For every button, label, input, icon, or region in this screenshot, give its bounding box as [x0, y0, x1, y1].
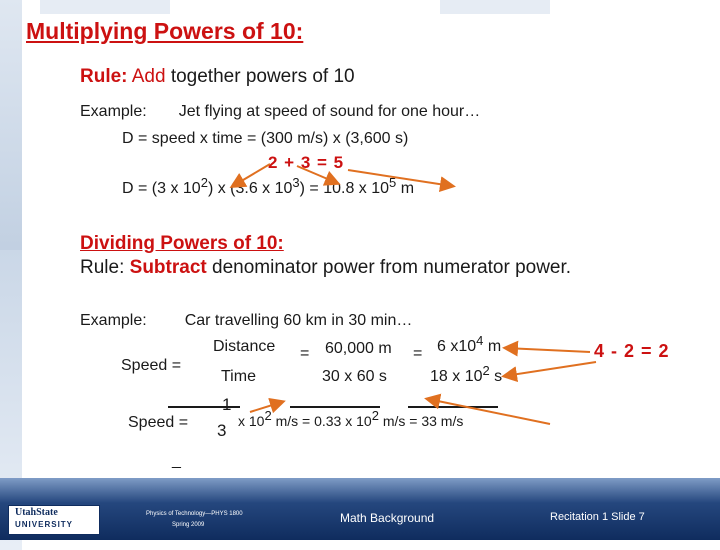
course-term: Spring 2009 — [172, 522, 205, 528]
formula-part: ) x (3.6 x 10 — [207, 180, 293, 197]
exponent: 2 — [371, 408, 379, 423]
footer-bar — [0, 478, 720, 540]
university-logo — [8, 505, 100, 535]
arrow-line — [428, 399, 550, 424]
exponent: 2 — [482, 363, 490, 378]
formula-part: ) = 10.8 x 10 — [299, 180, 390, 197]
divide-title: Dividing Powers of 10: — [80, 233, 284, 254]
rule-keyword: Subtract — [129, 257, 207, 278]
formula-part: D = (3 x 10 — [122, 180, 201, 197]
exponent: 3 — [292, 175, 300, 190]
result-part: x 10 — [238, 413, 265, 429]
exponent: 4 — [476, 333, 484, 348]
exponent: 2 — [264, 408, 272, 423]
fraction-denominator: 30 x 60 s — [322, 368, 387, 385]
exponent: 5 — [389, 175, 397, 190]
den-base: 18 x 10 — [430, 368, 483, 385]
result-denominator: 3 — [217, 421, 227, 440]
rule-text: together powers of 10 — [170, 66, 355, 87]
power-sum: 2 + 3 = 5 — [268, 153, 345, 172]
power-difference: 4 - 2 = 2 — [594, 341, 670, 361]
result-part: m/s = 0.33 x 10 — [271, 413, 372, 429]
result-numerator: 1 — [222, 395, 232, 414]
example-label: Example: — [80, 312, 147, 329]
num-unit: m — [483, 338, 502, 355]
result-part: m/s = 33 m/s — [378, 413, 464, 429]
num-base: 6 x10 — [437, 338, 477, 355]
dash-mark: _ — [172, 452, 181, 469]
example-text: Jet flying at speed of sound for one hour… — [178, 103, 481, 120]
formula-part: m — [396, 180, 415, 197]
den-unit: s — [489, 368, 503, 385]
example-label: Example: — [80, 103, 147, 120]
fraction-numerator: Distance — [213, 338, 276, 355]
page-title: Multiplying Powers of 10: — [26, 18, 304, 44]
distance-formula: D = speed x time = (300 m/s) x (3,600 s) — [122, 130, 409, 147]
arrow-line — [348, 170, 452, 186]
rule-prefix: Rule: — [80, 257, 125, 278]
course-name: Physics of Technology—PHYS 1800 — [146, 511, 243, 517]
fraction-numerator: 60,000 m — [325, 340, 392, 357]
arrow-line — [250, 402, 282, 412]
arrow-line — [297, 166, 337, 183]
arrow-line — [506, 348, 590, 352]
result-speed-label: Speed = — [128, 414, 189, 431]
slide-number: Recitation 1 Slide 7 — [550, 511, 645, 523]
arrow-line — [233, 164, 270, 186]
equals-sign: = — [413, 345, 423, 362]
equals-sign: = — [300, 345, 310, 362]
logo-line: UNIVERSITY — [15, 520, 74, 529]
fraction-denominator: Time — [221, 368, 256, 385]
logo-line: UtahState — [15, 507, 58, 518]
example-text: Car travelling 60 km in 30 min… — [184, 312, 413, 329]
speed-label: Speed = — [121, 357, 182, 374]
rule-prefix: Rule: — [80, 66, 128, 87]
exponent: 2 — [200, 175, 208, 190]
rule-keyword: Add — [131, 66, 166, 87]
rule-text: denominator power from numerator power. — [212, 257, 572, 278]
arrow-line — [505, 362, 596, 376]
section-name: Math Background — [340, 511, 435, 525]
